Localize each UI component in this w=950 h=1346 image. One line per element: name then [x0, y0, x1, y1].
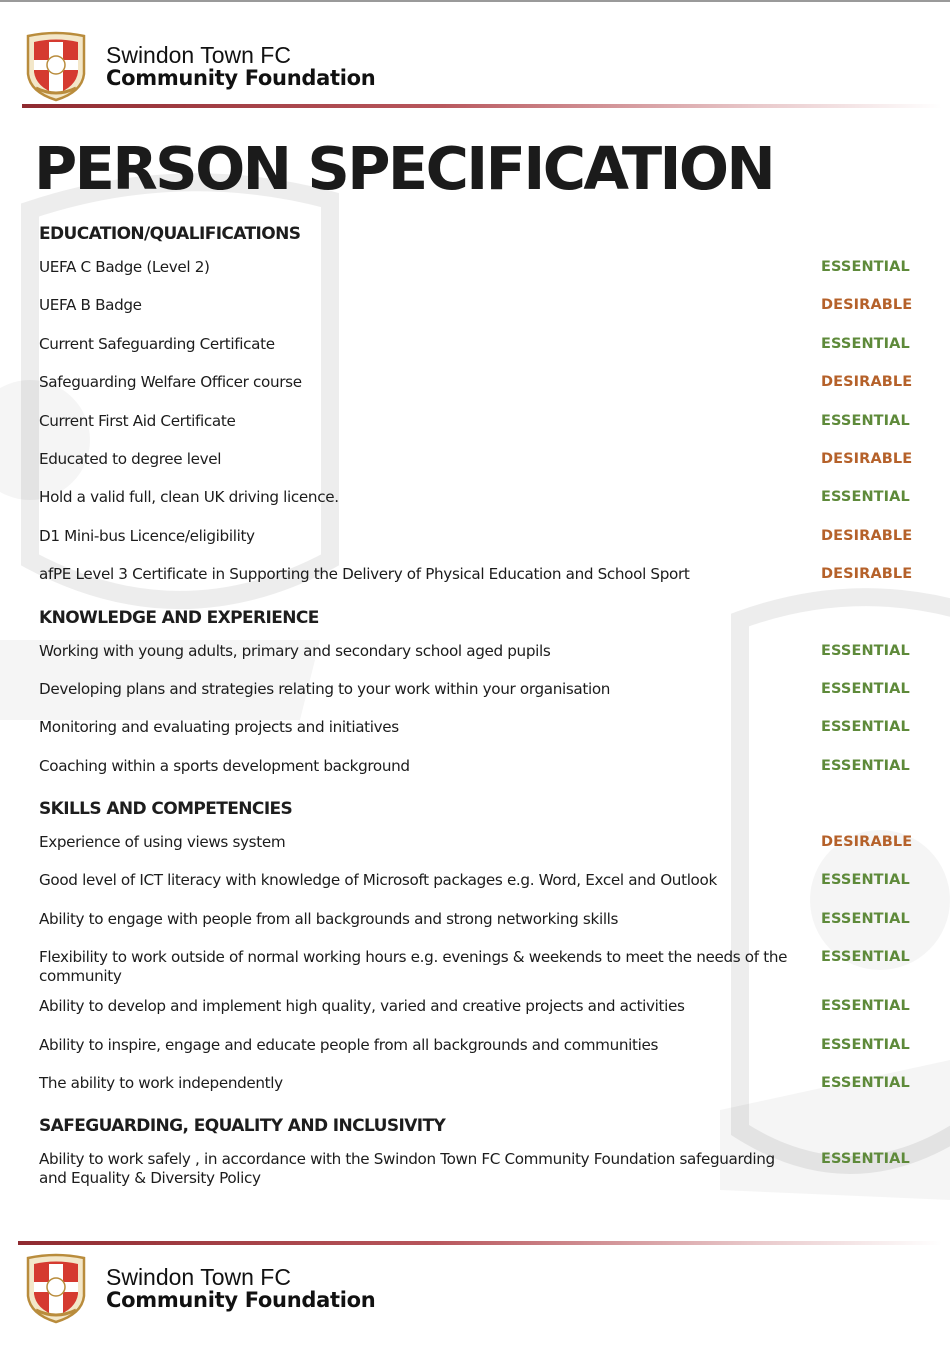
status-label-desirable: DESIRABLE — [821, 297, 913, 314]
spec-row — [39, 1036, 919, 1074]
spec-requirement: Hold a valid full, clean UK driving licence. — [39, 488, 339, 507]
status-label-essential: ESSENTIAL — [821, 998, 910, 1015]
spec-requirement: Safeguarding Welfare Officer course — [39, 373, 302, 392]
spec-row — [39, 373, 919, 411]
section-heading: SAFEGUARDING, EQUALITY AND INCLUSIVITY — [39, 1116, 446, 1137]
spec-row — [39, 871, 919, 909]
spec-row — [39, 565, 919, 603]
status-label-essential: ESSENTIAL — [821, 642, 910, 659]
footer-divider — [18, 1241, 942, 1245]
specification-content — [39, 222, 919, 1201]
section-heading: EDUCATION/QUALIFICATIONS — [39, 224, 301, 244]
status-label-essential: ESSENTIAL — [821, 259, 910, 275]
spec-requirement: D1 Mini-bus Licence/eligibility — [39, 526, 255, 545]
spec-row — [39, 1150, 919, 1199]
spec-requirement: Educated to degree level — [39, 449, 222, 468]
spec-requirement: Current Safeguarding Certificate — [39, 334, 275, 353]
header-brand[interactable] — [22, 30, 375, 102]
status-label-desirable: DESIRABLE — [821, 527, 913, 544]
spec-row — [39, 296, 919, 334]
footer-org-name-line2: Community Foundation — [106, 1288, 376, 1313]
spec-row — [39, 335, 919, 373]
spec-row — [39, 833, 919, 871]
status-label-essential: ESSENTIAL — [821, 412, 910, 429]
spec-row — [39, 642, 919, 680]
spec-row — [39, 718, 919, 756]
top-border-line — [0, 0, 950, 2]
header-divider — [22, 104, 942, 108]
spec-requirement: Ability to work safely , in accordance with the Swindon Town FC Community Foundation safeguarding and Equality & Diversity Policy — [39, 1150, 775, 1188]
spec-row — [39, 412, 919, 450]
spec-row — [39, 910, 919, 948]
section-heading: KNOWLEDGE AND EXPERIENCE — [39, 607, 319, 628]
spec-requirement: The ability to work independently — [39, 1074, 283, 1093]
spec-requirement: Ability to engage with people from all backgrounds and strong networking skills — [39, 909, 619, 928]
spec-requirement: Monitoring and evaluating projects and initiatives — [39, 718, 399, 737]
spec-row — [39, 997, 919, 1035]
spec-row — [39, 527, 919, 565]
status-label-essential: ESSENTIAL — [821, 335, 910, 352]
status-label-essential: ESSENTIAL — [821, 949, 910, 966]
status-label-desirable: DESIRABLE — [821, 834, 913, 851]
status-label-essential: ESSENTIAL — [821, 910, 910, 927]
spec-requirement: afPE Level 3 Certificate in Supporting the Delivery of Physical Education and School Sport — [39, 565, 690, 584]
status-label-essential: ESSENTIAL — [821, 1075, 910, 1092]
status-label-essential: ESSENTIAL — [821, 1151, 910, 1168]
org-name-line1: Swindon Town FC — [106, 41, 291, 68]
spec-requirement: Flexibility to work outside of normal working hours e.g. evenings & weekends to meet the needs of the community — [39, 948, 788, 986]
status-label-essential: ESSENTIAL — [821, 757, 910, 774]
status-label-essential: ESSENTIAL — [821, 680, 910, 697]
spec-row — [39, 948, 919, 997]
status-label-desirable: DESIRABLE — [821, 450, 913, 467]
club-crest-logo — [22, 1252, 90, 1324]
spec-requirement: UEFA C Badge (Level 2) — [39, 258, 210, 276]
spec-requirement: Ability to inspire, engage and educate people from all backgrounds and communities — [39, 1035, 659, 1054]
status-label-desirable: DESIRABLE — [821, 374, 913, 391]
spec-row — [39, 488, 919, 526]
status-label-essential: ESSENTIAL — [821, 1036, 910, 1053]
spec-row — [39, 450, 919, 488]
spec-row — [39, 1074, 919, 1112]
spec-requirement: Working with young adults, primary and secondary school aged pupils — [39, 641, 551, 660]
status-label-essential: ESSENTIAL — [821, 489, 910, 506]
page-title: PERSON SPECIFICATION — [34, 134, 774, 203]
org-name-line2: Community Foundation — [106, 66, 376, 91]
footer-org-name-line1: Swindon Town FC — [106, 1263, 291, 1290]
spec-requirement: Current First Aid Certificate — [39, 411, 236, 430]
section-heading: SKILLS AND COMPETENCIES — [39, 799, 293, 820]
spec-requirement: Good level of ICT literacy with knowledge of Microsoft packages e.g. Word, Excel and Outlook — [39, 871, 717, 890]
spec-requirement: UEFA B Badge — [39, 296, 142, 315]
spec-requirement: Coaching within a sports development background — [39, 756, 410, 775]
spec-row — [39, 757, 919, 795]
club-crest-logo — [22, 30, 90, 102]
spec-requirement: Developing plans and strategies relating to your work within your organisation — [39, 679, 611, 698]
status-label-essential: ESSENTIAL — [821, 872, 910, 889]
footer-brand[interactable] — [22, 1252, 375, 1324]
spec-row — [39, 258, 919, 296]
spec-requirement: Ability to develop and implement high quality, varied and creative projects and activities — [39, 997, 685, 1016]
status-label-desirable: DESIRABLE — [821, 566, 913, 583]
spec-row — [39, 680, 919, 718]
status-label-essential: ESSENTIAL — [821, 719, 910, 736]
spec-requirement: Experience of using views system — [39, 833, 286, 852]
